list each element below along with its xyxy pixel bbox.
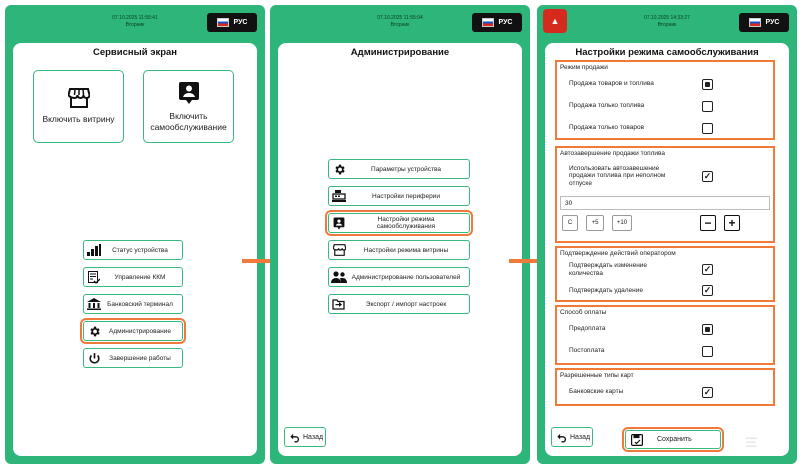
self-service-settings-button[interactable] [328,213,470,233]
button-label: Настройки режима самообслуживания [376,216,436,230]
radio-unselected[interactable] [702,101,713,112]
section-header: Способ оплаты [560,309,607,316]
sale-mode-section [555,60,775,140]
section-header: Разрешенные типы карт [560,372,634,379]
radio-selected[interactable] [702,324,713,335]
gear-icon [88,325,101,338]
button-label: Экспорт / импорт настроек [365,300,447,308]
self-service-icon [178,81,200,105]
language-label: РУС [765,19,780,26]
minus-button[interactable]: − [700,215,716,231]
service-screen [13,43,257,456]
export-icon [332,298,346,310]
option-label: Продажа только товаров [569,124,645,132]
russia-flag-icon [749,18,761,27]
enable-self-service-button[interactable] [143,70,234,143]
button-label: Завершение работы [109,354,171,362]
radio-selected[interactable] [702,79,713,90]
checkbox-checked[interactable]: ✓ [703,170,712,181]
weekday-text: Вторник [657,22,677,28]
step-buttons [557,210,773,236]
checkbox-checked[interactable]: ✓ [703,386,712,397]
weekday-text: Вторник [125,22,145,28]
card-label: Включить витрину [42,114,115,124]
users-icon [331,271,347,283]
section-header: Подтверждение действий оператором [560,250,676,257]
back-label: Назад [303,433,324,441]
autocomplete-section [555,146,775,243]
bar-chart-icon [87,244,101,256]
bank-cards-option[interactable] [557,381,773,403]
sale-goods-only-option[interactable] [557,117,773,139]
weekday-text: Вторник [390,22,410,28]
button-label: Управление ККМ [114,273,166,281]
bank-icon [87,298,101,310]
kkm-management-button[interactable] [83,267,183,287]
option-label: Подтверждать изменение количества [569,262,648,277]
peripheral-settings-button[interactable] [328,186,470,206]
undo-arrow-icon [289,432,300,443]
plus-button[interactable]: + [724,215,740,231]
autocomplete-option[interactable] [557,159,773,193]
option-label: Предоплата [569,325,606,333]
option-label: Использовать автозавешение продажи топлива при неполном отпуске [569,164,666,187]
administration-screen [278,43,522,456]
enable-showcase-button[interactable] [33,70,124,143]
back-button[interactable] [551,427,593,447]
plus10-button[interactable]: +10 [612,215,632,231]
self-service-settings-screen [545,43,789,456]
button-label: Настройки периферии [372,192,440,200]
radio-unselected[interactable] [702,346,713,357]
checkbox-checked[interactable]: ✓ [703,285,712,295]
page-title: Сервисный экран [92,47,178,58]
device-status-button[interactable] [83,240,183,260]
clear-button[interactable]: С [562,215,578,231]
option-label: Подтверждать удаление [569,286,643,294]
option-label: Продажа товаров и топлива [569,80,654,88]
sale-goods-and-fuel-option[interactable] [557,73,773,95]
checkbox-checked[interactable]: ✓ [703,264,712,274]
save-label: Сохранить [657,436,692,443]
button-label: Администрирование пользователей [351,273,461,281]
button-label: Банковский терминал [107,300,173,308]
date-text: 07.10.2025 11:55:04 [377,15,423,21]
confirm-delete-option[interactable] [557,280,773,301]
watermark: ▪▪▪▪▪▪▪▪▪▪ ▪▪▪▪▪▪▪▪▪ ▪▪▪▪▪▪▪▪▪▪ [746,436,757,448]
panel-service-screen [5,5,265,464]
cash-register-icon [332,190,346,202]
shutdown-button[interactable] [83,348,183,368]
top-bar [537,5,797,43]
undo-arrow-icon [556,432,567,443]
option-label: Банковские карты [569,388,624,396]
top-bar [270,5,530,43]
page-title: Настройки режима самообслуживания [575,47,759,58]
section-header: Режим продажи [560,64,608,71]
date-text: 07.10.2025 11:55:41 [112,15,158,21]
bank-terminal-button[interactable] [83,294,183,314]
button-label: Администрирование [109,327,171,335]
storefront-icon [68,88,90,108]
receipt-check-icon [88,271,100,284]
card-label: Включить самообслуживание [150,110,227,132]
administration-button[interactable] [83,321,183,341]
language-label: РУС [233,19,248,26]
button-label: Настройки режима витрины [363,246,449,254]
storefront-icon [333,244,346,256]
language-button[interactable] [739,13,789,32]
russia-flag-icon [482,18,494,27]
confirm-quantity-change-option[interactable] [557,259,773,280]
user-admin-button[interactable] [328,267,470,287]
option-label: Постоплата [569,347,605,355]
button-label: Параметры устройства [371,165,441,173]
option-label: Продажа только топлива [569,102,645,110]
allowed-cards-section [555,368,775,406]
language-button[interactable] [207,13,257,32]
plus5-button[interactable]: +5 [586,215,604,231]
self-service-icon [333,217,345,230]
date-text: 07.10.2025 14:33:27 [644,15,690,21]
russia-flag-icon [217,18,229,27]
device-params-button[interactable] [328,159,470,179]
radio-unselected[interactable] [702,123,713,134]
brand-logo: ▲ [543,9,567,33]
export-import-button[interactable] [328,294,470,314]
back-label: Назад [570,433,591,441]
button-label: Статус устройства [112,246,168,254]
top-bar [5,5,265,43]
back-button[interactable] [284,427,326,447]
page-title: Администрирование [350,47,450,58]
sale-fuel-only-option[interactable] [557,95,773,117]
language-button[interactable] [472,13,522,32]
confirm-actions-section [555,246,775,302]
gear-icon [333,163,346,176]
payment-method-section [555,305,775,365]
postpayment-option[interactable] [557,340,773,362]
panel-administration [270,5,530,464]
showcase-settings-button[interactable] [328,240,470,260]
prepayment-option[interactable] [557,318,773,340]
power-icon [88,352,101,365]
save-button[interactable] [625,430,721,449]
language-label: РУС [498,19,513,26]
autocomplete-value-input[interactable]: 30 [560,196,770,210]
save-icon [631,434,643,446]
section-header: Автозавершение продажи топлива [560,150,666,157]
panel-self-service-settings [537,5,797,464]
